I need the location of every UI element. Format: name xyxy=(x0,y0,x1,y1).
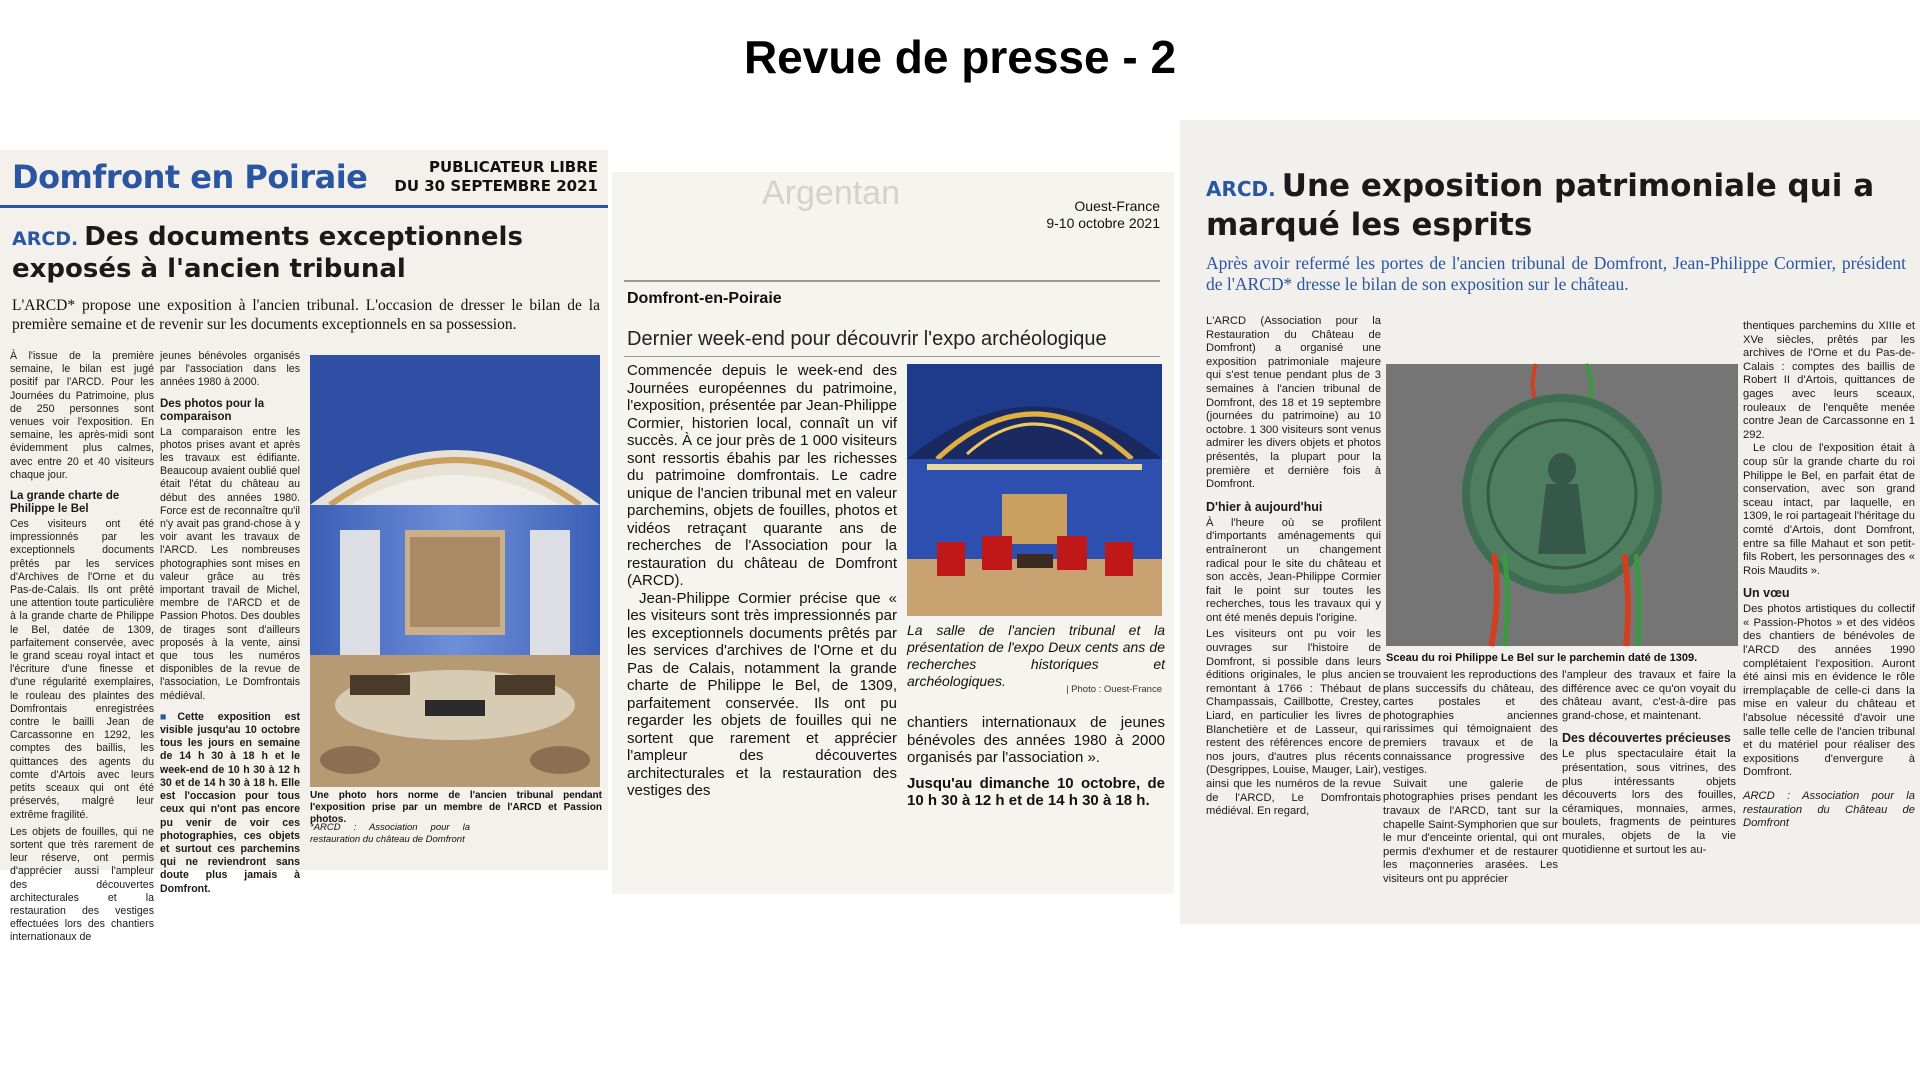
info-marker: ■ xyxy=(160,710,178,723)
press-clip-publicateur-libre xyxy=(0,150,608,944)
article-lead: L'ARCD* propose une exposition à l'ancien tribunal. L'occasion de dresser le bilan de la première semaine et de revenir sur les documents exceptionnels en sa possession. xyxy=(12,297,600,333)
paragraph: La comparaison entre les photos prises avant et après les travaux est édifiante. Beaucoup avaient oublié quel était l'état du château au début des années 1980. Force est de reconnaître qu'il n'y avait pas grand-chose à y voir avant les travaux de l'ARCD. Les nombreuses photographies sont mises en valeur grâce au très important travail de Michel, membre de l'ARCD et de Passion Photos. Des doubles de tirages sont d'ailleurs proposés à la vente, ainsi que tous les numéros disponibles de la revue de l'association, Le Domfrontais médiéval. xyxy=(160,425,300,702)
article-headline xyxy=(1206,168,1916,243)
footnote: ARCD : Association pour la restauration du Château de Domfront xyxy=(1743,790,1915,830)
headline-kicker: ARCD. xyxy=(12,228,79,250)
article-column-1 xyxy=(1206,315,1381,819)
footnote: *ARCD : Association pour la restauration du château de Domfront xyxy=(310,822,470,845)
paragraph: Ces visiteurs ont été impressionnés par les exceptionnels documents prêtés par les services d'Archives de l'Orne et du Pas-de-Calais. Ils ont prêté une attention toute particulière à la grande charte de Philippe le Bel, datée de 1309, parfaitement conservée, avec le grand sceau royal intact et l'écriture d'une finesse et d'une régularité exemplaires, le rouleau des plaintes des Domfrontais enregistrées contre le bailli Jean de Carcassonne en 1292, les comptes des baillis, les quittances des agents du comte d'Artois avec leurs petits sceaux qui ont été préservés, malgré leur extrême fragilité. xyxy=(10,518,154,821)
paragraph: Jean-Philippe Cormier précise que « les visiteurs sont très impressionnés par les exceptionnels documents prêtés par les services d'archives de l'Orne et du Pas de Calais, notamment la grande charte de Philippe le Bel, de 1309, parfaitement conservée. Ils ont pu regarder les objets de fouilles qui ne sortent que rarement et apprécier l'ampleur des découvertes architecturales et la restauration des vestiges des xyxy=(627,589,897,799)
info-text: Cette exposition est visible jusqu'au 10 octobre tous les jours en semaine de 14 h 30 à 18 h et le week-end de 10 h 30 à 12 h 30 et de 14 h 30 à 18 h. Elle est l'occasion pour tous ceux qui n'ont pas encore pu venir de voir ces photographies, ces objets et surtout ces parchemins qui ne reviendront sans doute plus jamais à Domfront. xyxy=(160,710,300,895)
paragraph: Des photos artistiques du collectif « Passion-Photos » et des vidéos des chantiers de bénévoles de l'ARCD des années 1990 complétaient l'exposition. Auront été ainsi mis en évidence le rôle irremplaçable de celle-ci dans la mise en valeur du château et l'absolue nécessité d'avoir une salle telle celle de l'ancien tribunal et du matériel pour réaliser des expositions d'envergure à Domfront. xyxy=(1743,603,1915,779)
photo-caption: La salle de l'ancien tribunal et la présentation de l'expo Deux cents ans de recherches historiques et archéologiques. xyxy=(907,622,1165,689)
paragraph: Suivait une galerie de photographies prises pendant les travaux de l'ARCD, tant sur la chapelle Saint-Symphorien que sur le mur d'enceinte oriental, qui ont permis d'exhumer et de restaurer les maçonneries arasées. Les visiteurs ont pu apprécier xyxy=(1383,777,1558,885)
exhibition-room-photo xyxy=(907,364,1162,616)
article-body xyxy=(627,362,897,800)
paragraph: À l'heure où se profilent d'importants aménagements qui entraîneront un changement radical pour le site du château et son accès, Jean-Philippe Cormier fait le point sur toutes les recherches, tous les travaux qui y ont été menés depuis l'origine. xyxy=(1206,516,1381,624)
paragraph: À l'issue de la première semaine, le bilan est jugé positif par l'ARCD. Pour les Journées du Patrimoine, plus de 250 personnes sont venues voir l'exposition. En semaine, les après-midi sont évidemment plus calmes, avec entre 20 et 40 visiteurs chaque jour. xyxy=(10,350,154,481)
photo-credit: | Photo : Ouest-France xyxy=(1066,684,1162,695)
photo-caption: Sceau du roi Philippe Le Bel sur le parchemin daté de 1309. xyxy=(1386,652,1698,664)
paragraph: Les visiteurs ont pu voir les ouvrages sur l'histoire de Domfront, si possible dans leurs éditions originales, le plus ancien remontant à 1766 : Thébaut de Champassais, Caillbotte, Crestey, Liard, en particulier les livres de Blanchetière et de Lasseur, qui restent des références encore de nos jours, d'autres plus récents (Desgrippes, Louise, Mauger, Lair), ainsi que les numéros de la revue de l'ARCD, Le Domfrontais médiéval. En regard, xyxy=(1206,628,1381,818)
paragraph: L'ARCD (Association pour la Restauration du Château de Domfront) a organisé une exposition patrimoniale majeure qui s'est tenue pendant plus de 3 semaines à l'ancien tribunal de Domfront, des 18 et 19 septembre (journées du patrimoine) au 10 octobre. 1 300 visiteurs sont venus admirer les divers objets et photos présentés, la plupart pour la première et dernière fois à Domfront. xyxy=(1206,315,1381,491)
publication-name: Ouest-France xyxy=(1074,198,1160,214)
article-column-2 xyxy=(907,714,1165,810)
paragraph: Les objets de fouilles, qui ne sortent que très rarement de leur réserve, ont permis d'apprécier aussi l'ampleur des découvertes architecturales et la restauration des vestiges effectuées lors des chantiers internationaux de xyxy=(10,825,154,944)
edition-name: Domfront en Poiraie xyxy=(12,158,368,196)
subheading: La grande charte de Philippe le Bel xyxy=(10,490,120,516)
article-column-2 xyxy=(160,350,300,896)
publication-date: 9-10 octobre 2021 xyxy=(1046,215,1160,231)
subheading: Des photos pour la comparaison xyxy=(160,397,265,423)
photo-caption: Une photo hors norme de l'ancien tribunal pendant l'exposition prise par un membre de l'ARCD et Passion photos. xyxy=(310,790,602,825)
press-clip-ouest-france xyxy=(612,172,1174,894)
paragraph: thentiques parchemins du XIIIe et XVe siècles, prêtés par les archives de l'Orne et du Pas-de-Calais : comptes des baillis de Robert II d'Artois, quittances de gages avec leurs sceaux, rouleaux de l'enquête menée contre Jean de Carcassonne en 1 292. xyxy=(1743,320,1915,441)
headline-text: Des documents exceptionnels exposés à l'ancien tribunal xyxy=(12,222,523,284)
opening-hours: Jusqu'au dimanche 10 octobre, de 10 h 30 à 12 h et de 14 h 30 à 18 h. xyxy=(907,774,1165,809)
subheading: Des découvertes précieuses xyxy=(1562,731,1731,746)
info-box xyxy=(160,711,300,896)
divider xyxy=(624,356,1160,357)
press-clip-arcd-bilan xyxy=(1180,120,1920,924)
publication-date: DU 30 SEPTEMBRE 2021 xyxy=(394,177,598,195)
subheading: Un vœu xyxy=(1743,586,1790,601)
article-headline: Dernier week-end pour découvrir l'expo archéologique xyxy=(627,328,1107,350)
paragraph: jeunes bénévoles organisés par l'association dans les années 1980 à 2000. xyxy=(160,350,300,389)
paragraph: chantiers internationaux de jeunes bénévoles des années 1980 à 2000 organisés par l'association ». xyxy=(907,714,1165,766)
section-label: Domfront-en-Poiraie xyxy=(627,290,782,307)
paragraph: l'ampleur des travaux et faire la différence avec ce qu'on voyait du château avant, c'est-à-dire pas grand-chose, et maintenant. xyxy=(1562,669,1736,722)
publication-name: PUBLICATEUR LIBRE xyxy=(429,158,598,176)
paragraph: Commencée depuis le week-end des Journées européennes du patrimoine, l'exposition, présentée par Jean-Philippe Cormier, historien local, connaît un vif succès. À ce jour près de 1 000 visiteurs sont ressortis ébahis par les richesses du patrimoine domfrontais. Le cadre unique de l'ancien tribunal met en valeur parchemins, objets de fouilles, photos et vidéos retraçant quarante ans de recherches de l'Association pour la restauration du château de Domfront (ARCD). xyxy=(627,362,897,589)
subheading: D'hier à aujourd'hui xyxy=(1206,499,1323,514)
royal-seal-photo xyxy=(1386,364,1738,646)
slide-title: Revue de presse - 2 xyxy=(743,31,1177,83)
publication-info xyxy=(394,158,598,196)
publication-info xyxy=(1046,198,1160,232)
tribunal-hall-photo xyxy=(310,355,600,787)
bleed-through-text: Argentan xyxy=(762,174,900,212)
article-headline xyxy=(12,222,602,284)
paragraph: Le clou de l'exposition était à coup sûr la grande charte du roi Philippe le Bel, en parfait état de conservation, avec son grand sceau intact, par laquelle, en 1309, le roi partageait l'héritage du comté d'Artois, dont Domfront, entre sa fille Mahaut et son petit-fils Robert, les personnages des « Rois Maudits ». xyxy=(1743,442,1915,577)
headline-text: Une exposition patrimoniale qui a marqué les esprits xyxy=(1206,168,1875,243)
paragraph: Le plus spectaculaire était la présentation, sous vitrines, des plus intéressants objets découverts lors des fouilles, céramiques, monnaies, armes, boulets, fragments de peintures murales, objets de la vie quotidienne et surtout les au- xyxy=(1562,748,1736,856)
edition-banner xyxy=(0,150,608,208)
divider xyxy=(624,280,1160,282)
headline-kicker: ARCD. xyxy=(1206,177,1276,201)
article-column-4 xyxy=(1743,320,1915,831)
article-column-1 xyxy=(10,350,154,945)
article-lead: Après avoir refermé les portes de l'ancien tribunal de Domfront, Jean-Philippe Cormier, président de l'ARCD* dresse le bilan de son exposition sur le château. xyxy=(1206,253,1906,294)
article-column-3 xyxy=(1562,669,1736,857)
paragraph: se trouvaient les reproductions des plans successifs du château, des cartes postales et des photographies anciennes rarissimes qui témoignaient des premiers travaux et de la connaissance progressive des vestiges. xyxy=(1383,669,1558,777)
article-column-2 xyxy=(1383,669,1558,887)
